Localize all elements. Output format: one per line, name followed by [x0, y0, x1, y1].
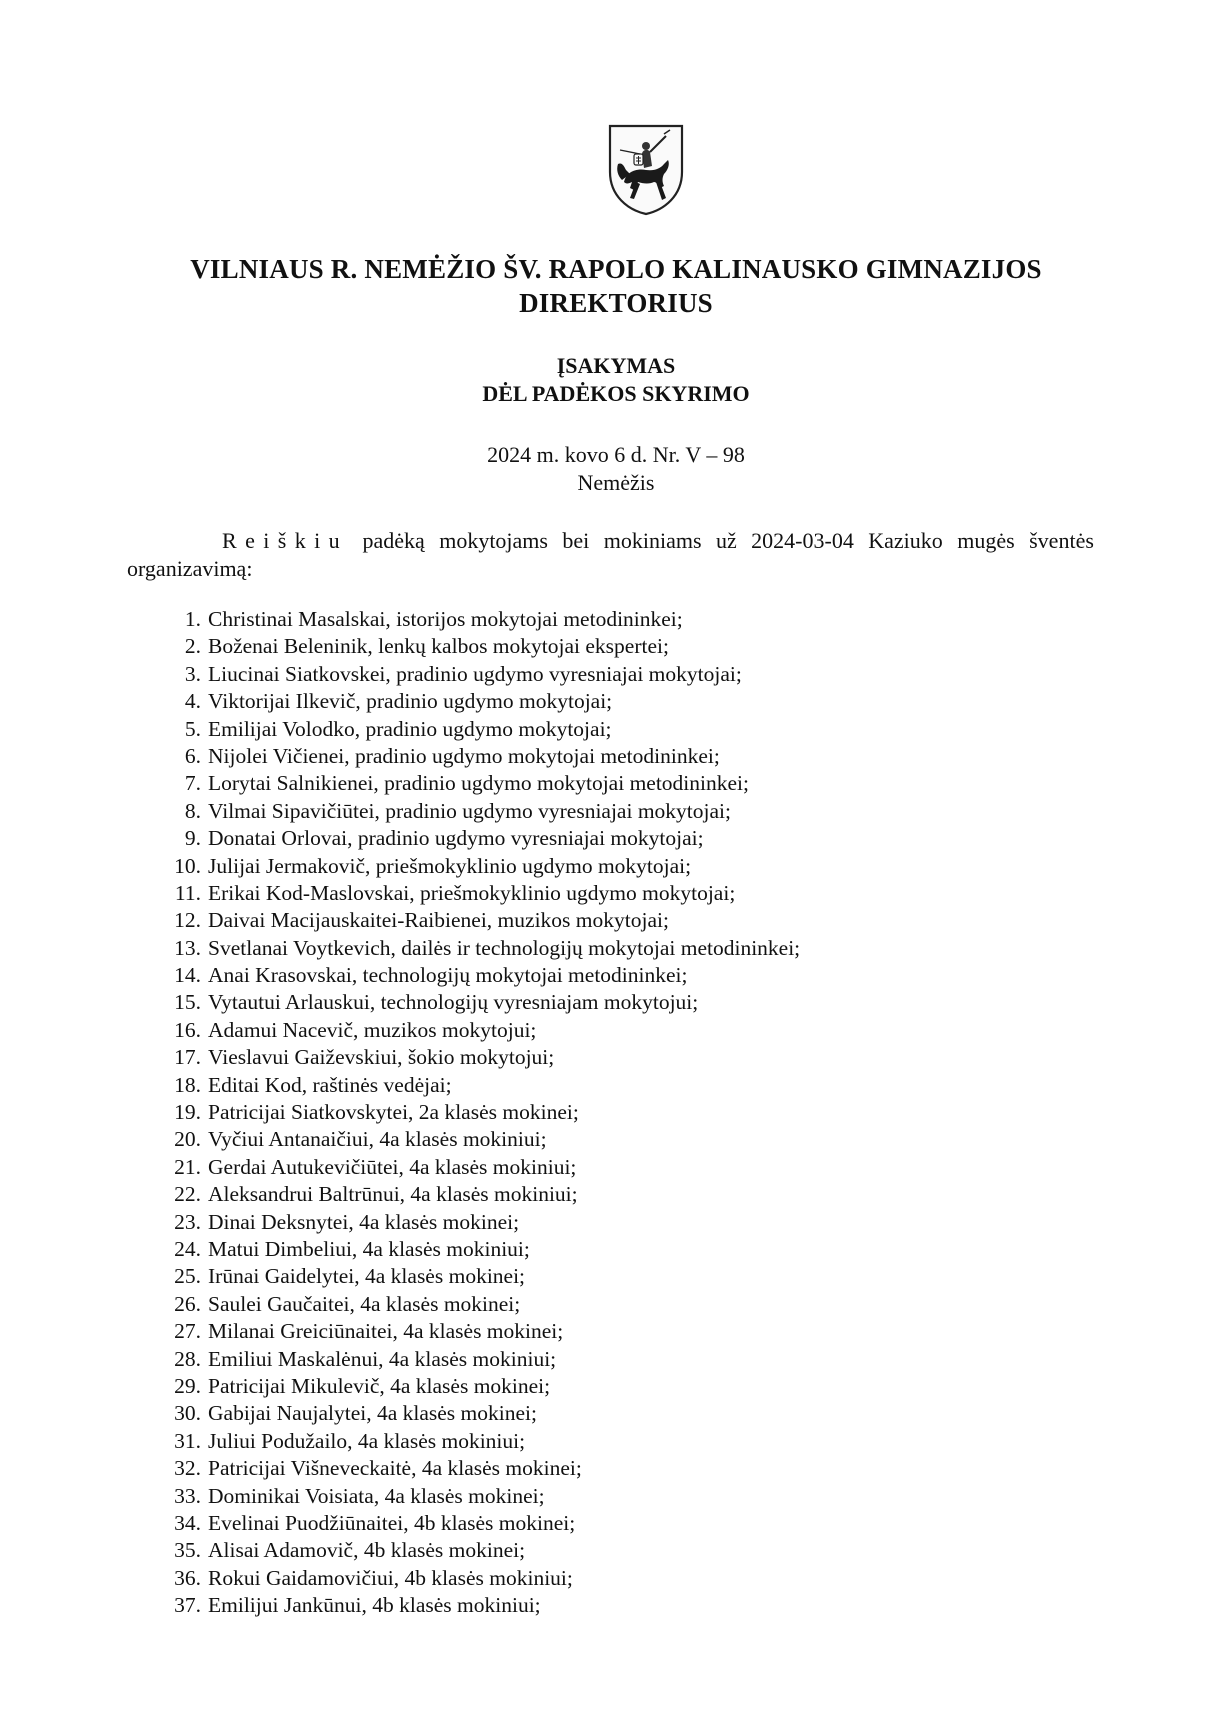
order-type: ĮSAKYMAS — [556, 353, 676, 378]
list-item — [0, 633, 1000, 660]
list-item-number: 22. — [174, 1182, 201, 1207]
list-item-text: Patricijai Siatkovskytei, 2a klasės mokinei; — [208, 1100, 579, 1125]
list-item-text: Milanai Greiciūnaitei, 4a klasės mokinei; — [208, 1319, 564, 1344]
list-item — [0, 1428, 1000, 1455]
list-item-text: Matui Dimbeliui, 4a klasės mokiniui; — [208, 1236, 530, 1261]
list-item — [0, 1072, 1000, 1099]
list-item — [0, 907, 1000, 934]
list-item-text: Vyčiui Antanaičiui, 4a klasės mokiniui; — [208, 1127, 547, 1152]
list-item-text: Vieslavui Gaiževskiui, šokio mokytojui; — [208, 1045, 555, 1070]
list-item-text: Vytautui Arlauskui, technologijų vyresniajam mokytojui; — [208, 990, 699, 1015]
list-item-number: 37. — [174, 1593, 201, 1618]
list-item — [0, 743, 1000, 770]
list-item-text: Juliui Podužailo, 4a klasės mokiniui; — [208, 1428, 526, 1453]
list-item-text: Saulei Gaučaitei, 4a klasės mokinei; — [208, 1291, 521, 1316]
list-item — [0, 1209, 1000, 1236]
list-item-number: 8. — [184, 798, 201, 823]
list-item-number: 32. — [174, 1456, 201, 1481]
list-item-number: 12. — [174, 908, 201, 933]
list-item-text: Rokui Gaidamovičiui, 4b klasės mokiniui; — [208, 1565, 573, 1590]
vytis-coat-of-arms-icon — [606, 122, 686, 216]
list-item — [0, 1044, 1000, 1071]
list-item-text: Emilijui Jankūnui, 4b klasės mokiniui; — [208, 1593, 541, 1618]
list-item — [0, 716, 1000, 743]
list-item — [0, 1565, 1000, 1592]
list-item — [0, 1017, 1000, 1044]
list-item-number: 24. — [174, 1236, 201, 1261]
list-item — [0, 853, 1000, 880]
list-item — [0, 798, 1000, 825]
list-item-number: 11. — [174, 880, 201, 905]
recipient-list — [0, 606, 1000, 1619]
list-item — [0, 606, 1000, 633]
list-item — [0, 1373, 1000, 1400]
list-item — [0, 1318, 1000, 1345]
list-item-number: 30. — [174, 1401, 201, 1426]
order-subject: DĖL PADĖKOS SKYRIMO — [482, 381, 750, 406]
list-item-number: 20. — [174, 1127, 201, 1152]
list-item-text: Donatai Orlovai, pradinio ugdymo vyresniajai mokytojai; — [208, 826, 704, 851]
list-item — [0, 1099, 1000, 1126]
list-item-text: Boženai Beleninik, lenkų kalbos mokytojai ekspertei; — [208, 634, 669, 659]
list-item-text: Patricijai Mikulevič, 4a klasės mokinei; — [208, 1373, 551, 1398]
list-item-number: 14. — [174, 963, 201, 988]
list-item — [0, 1154, 1000, 1181]
intro-paragraph — [222, 527, 1094, 554]
list-item — [0, 1236, 1000, 1263]
list-item-text: Lorytai Salnikienei, pradinio ugdymo mokytojai metodininkei; — [208, 771, 749, 796]
list-item — [0, 1181, 1000, 1208]
list-item-text: Patricijai Višneveckaitė, 4a klasės mokinei; — [208, 1456, 582, 1481]
list-item-text: Irūnai Gaidelytei, 4a klasės mokinei; — [208, 1264, 526, 1289]
list-item-number: 9. — [184, 826, 201, 851]
intro-word: už — [715, 528, 737, 553]
list-item-number: 17. — [174, 1045, 201, 1070]
list-item — [0, 880, 1000, 907]
list-item-text: Gabijai Naujalytei, 4a klasės mokinei; — [208, 1401, 537, 1426]
title-line-1: VILNIAUS R. NEMĖŽIO ŠV. RAPOLO KALINAUSKO GIMNAZIJOS — [190, 254, 1042, 284]
list-item-text: Liucinai Siatkovskei, pradinio ugdymo vyresniajai mokytojai; — [208, 661, 742, 686]
order-meta — [0, 441, 1232, 497]
intro-keyword: Reiškiu — [222, 528, 349, 553]
list-item-number: 23. — [174, 1209, 201, 1234]
title-line-2: DIREKTORIUS — [519, 288, 713, 318]
list-item — [0, 770, 1000, 797]
list-item-number: 1. — [184, 607, 201, 631]
intro-word: mokiniams — [603, 528, 702, 553]
list-item-number: 4. — [184, 689, 201, 714]
list-item-number: 25. — [174, 1264, 201, 1289]
intro-word: mokytojams — [439, 528, 548, 553]
list-item — [0, 1400, 1000, 1427]
list-item-number: 27. — [174, 1319, 201, 1344]
list-item-text: Gerdai Autukevičiūtei, 4a klasės mokiniui; — [208, 1154, 577, 1179]
list-item-number: 3. — [184, 661, 201, 686]
intro-word: padėką — [362, 528, 425, 553]
list-item — [0, 688, 1000, 715]
list-item-text: Anai Krasovskai, technologijų mokytojai metodininkei; — [208, 963, 688, 988]
intro-word: Kaziuko — [868, 528, 943, 553]
list-item-number: 28. — [174, 1346, 201, 1371]
intro-continuation: organizavimą: — [127, 556, 253, 581]
list-item-number: 33. — [174, 1483, 201, 1508]
intro-word: 2024-03-04 — [751, 528, 854, 553]
list-item-text: Emiliui Maskalėnui, 4a klasės mokiniui; — [208, 1346, 557, 1371]
list-item-number: 34. — [174, 1510, 201, 1535]
list-item-text: Editai Kod, raštinės vedėjai; — [208, 1072, 452, 1097]
list-item-number: 6. — [184, 743, 201, 768]
list-item — [0, 1263, 1000, 1290]
list-item-text: Svetlanai Voytkevich, dailės ir technologijų mokytojai metodininkei; — [208, 935, 801, 960]
list-item — [0, 989, 1000, 1016]
list-item — [0, 962, 1000, 989]
list-item-text: Erikai Kod-Maslovskai, priešmokyklinio ugdymo mokytojai; — [208, 880, 736, 905]
intro-word: mugės — [957, 528, 1015, 553]
list-item-number: 13. — [174, 935, 201, 960]
list-item-number: 36. — [174, 1565, 201, 1590]
list-item — [0, 1455, 1000, 1482]
order-heading — [0, 352, 1232, 408]
list-item — [0, 661, 1000, 688]
list-item-number: 16. — [174, 1017, 201, 1042]
list-item-number: 10. — [174, 853, 201, 878]
list-item — [0, 1346, 1000, 1373]
list-item-number: 31. — [174, 1428, 201, 1453]
list-item-text: Christinai Masalskai, istorijos mokytojai metodininkei; — [208, 607, 683, 631]
list-item — [0, 825, 1000, 852]
list-item-text: Aleksandrui Baltrūnui, 4a klasės mokiniui; — [208, 1182, 578, 1207]
list-item — [0, 1510, 1000, 1537]
list-item — [0, 1592, 1000, 1619]
institution-title — [0, 252, 1232, 320]
list-item-number: 29. — [174, 1373, 201, 1398]
list-item-text: Emilijai Volodko, pradinio ugdymo mokytojai; — [208, 716, 612, 741]
list-item-number: 15. — [174, 990, 201, 1015]
list-item-text: Alisai Adamovič, 4b klasės mokinei; — [208, 1538, 526, 1563]
list-item-number: 7. — [184, 771, 201, 796]
intro-word: bei — [562, 528, 590, 553]
list-item-text: Viktorijai Ilkevič, pradinio ugdymo mokytojai; — [208, 689, 613, 714]
list-item-text: Nijolei Vičienei, pradinio ugdymo mokytojai metodininkei; — [208, 743, 720, 768]
list-item-number: 21. — [174, 1154, 201, 1179]
list-item — [0, 1291, 1000, 1318]
list-item-number: 18. — [174, 1072, 201, 1097]
order-place: Nemėžis — [577, 470, 655, 495]
list-item-number: 5. — [184, 716, 201, 741]
list-item — [0, 935, 1000, 962]
intro-word: šventės — [1029, 528, 1094, 553]
list-item — [0, 1483, 1000, 1510]
list-item-text: Vilmai Sipavičiūtei, pradinio ugdymo vyresniajai mokytojai; — [208, 798, 731, 823]
list-item-number: 26. — [174, 1291, 201, 1316]
list-item-text: Daivai Macijauskaitei-Raibienei, muzikos mokytojai; — [208, 908, 669, 933]
list-item-number: 35. — [174, 1538, 201, 1563]
list-item-text: Adamui Nacevič, muzikos mokytojui; — [208, 1017, 537, 1042]
list-item-text: Julijai Jermakovič, priešmokyklinio ugdymo mokytojai; — [208, 853, 692, 878]
list-item-text: Dinai Deksnytei, 4a klasės mokinei; — [208, 1209, 520, 1234]
list-item-number: 19. — [174, 1100, 201, 1125]
order-date-number: 2024 m. kovo 6 d. Nr. V – 98 — [487, 442, 745, 467]
list-item-text: Evelinai Puodžiūnaitei, 4b klasės mokinei; — [208, 1510, 576, 1535]
list-item-text: Dominikai Voisiata, 4a klasės mokinei; — [208, 1483, 545, 1508]
list-item — [0, 1537, 1000, 1564]
list-item-number: 2. — [184, 634, 201, 659]
list-item — [0, 1126, 1000, 1153]
